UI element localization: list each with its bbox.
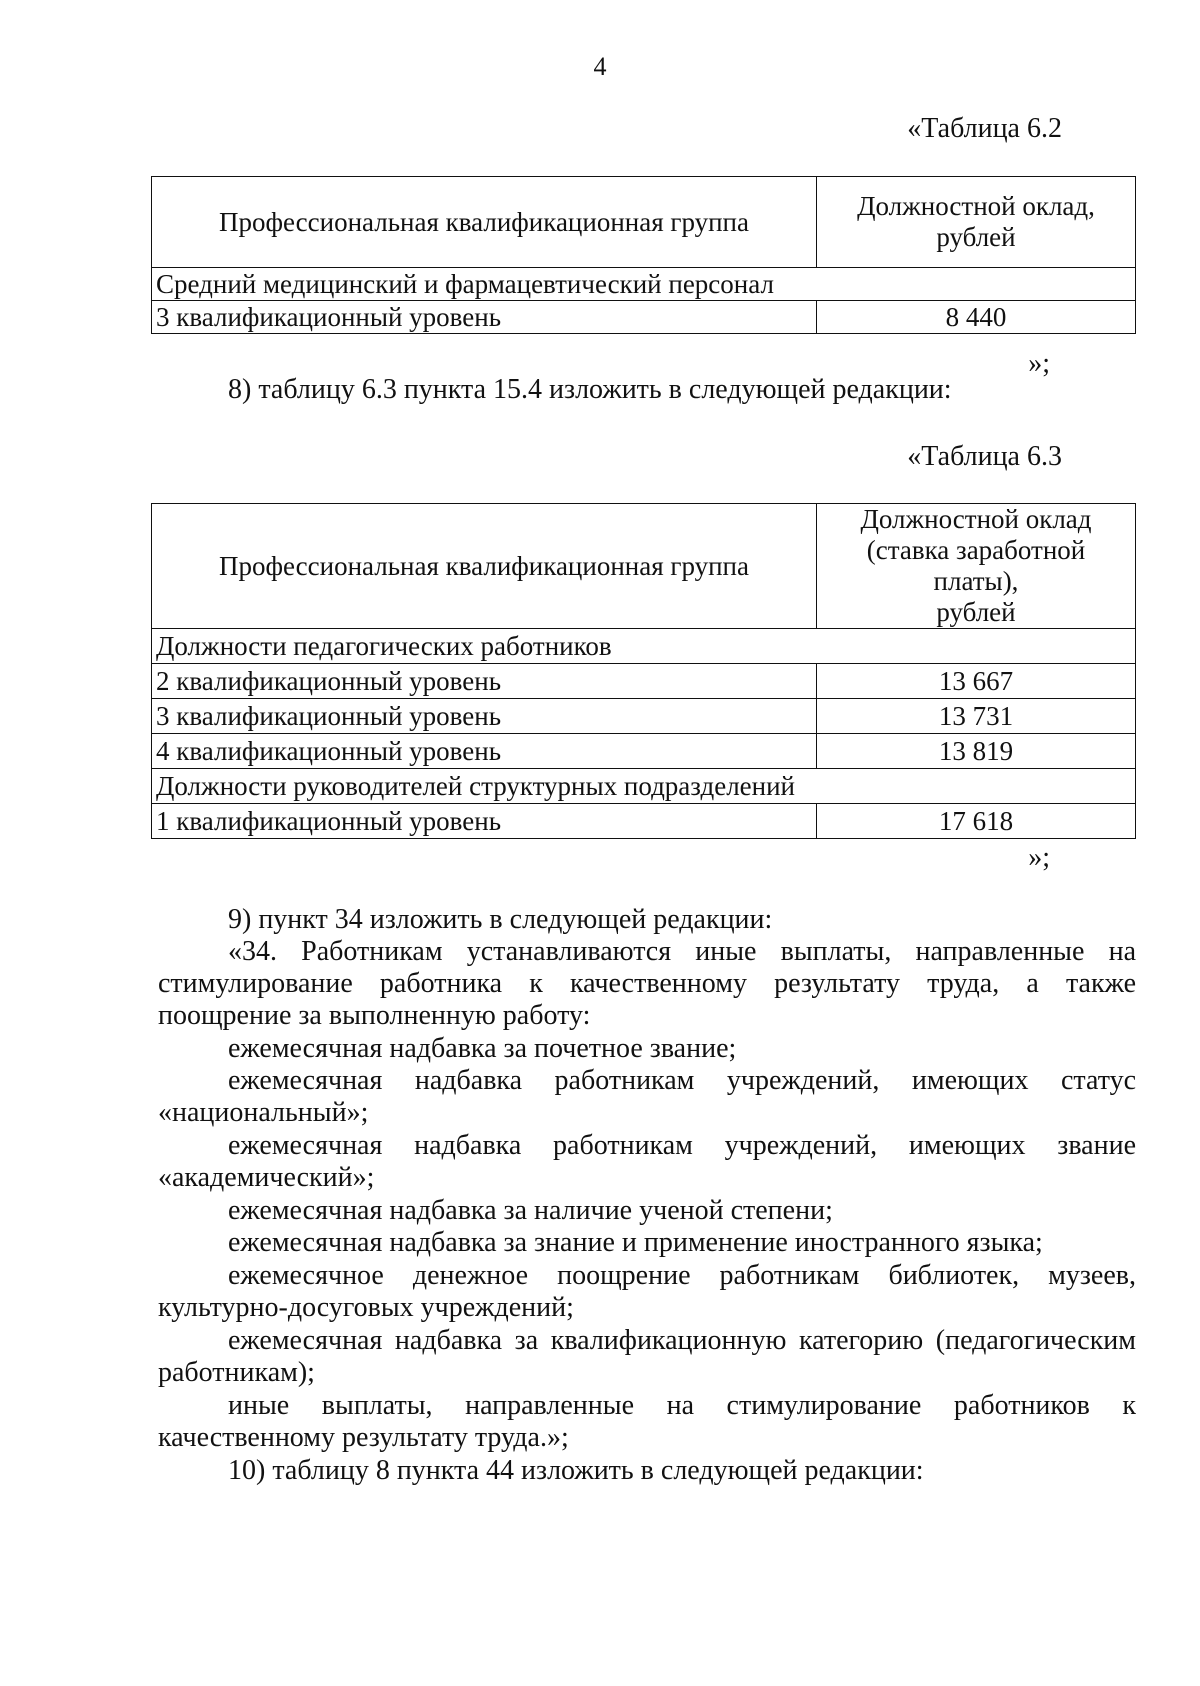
table-row [152, 301, 1136, 334]
level-cell: 4 квалификационный уровень [152, 734, 817, 769]
list-item: ежемесячная надбавка за квалификационную категорию (педагогическим [228, 1325, 1136, 1356]
value-cell: 13 819 [817, 734, 1136, 769]
list-item-continuation: работникам); [158, 1357, 315, 1388]
list-item: ежемесячное денежное поощрение работникам библиотек, музеев, [228, 1260, 1136, 1291]
list-item-continuation: качественному результату труда.»; [158, 1422, 569, 1453]
header-salary: Должностной оклад (ставка заработной платы), рублей [817, 504, 1136, 629]
list-item-continuation: «национальный»; [158, 1097, 369, 1128]
table-row [152, 804, 1136, 839]
table-6-3 [151, 503, 1136, 839]
page-number: 4 [593, 52, 607, 81]
list-item-continuation: культурно-досуговых учреждений; [158, 1292, 574, 1323]
level-cell: 3 квалификационный уровень [152, 699, 817, 734]
level-cell: 1 квалификационный уровень [152, 804, 817, 839]
item-8-text: 8) таблицу 6.3 пункта 15.4 изложить в следующей редакции: [228, 374, 952, 405]
table-row [152, 664, 1136, 699]
paragraph-line: стимулирование работника к качественному результату труда, а также [158, 968, 1136, 999]
value-cell: 13 667 [817, 664, 1136, 699]
value-cell: 17 618 [817, 804, 1136, 839]
table-6-3-caption: «Таблица 6.3 [907, 441, 1062, 472]
list-item: ежемесячная надбавка работникам учреждений, имеющих статус [228, 1065, 1136, 1096]
table-6-3-closing-quote: »; [1028, 842, 1050, 873]
table-6-2-closing-quote: »; [1028, 348, 1050, 379]
value-cell: 13 731 [817, 699, 1136, 734]
section-row: Должности руководителей структурных подразделений [152, 769, 1136, 804]
list-item: ежемесячная надбавка за знание и применение иностранного языка; [228, 1227, 1043, 1258]
table-row [152, 734, 1136, 769]
list-item: ежемесячная надбавка работникам учреждений, имеющих звание [228, 1130, 1136, 1161]
table-row [152, 699, 1136, 734]
table-6-2 [151, 176, 1136, 334]
section-row: Средний медицинский и фармацевтический персонал [152, 268, 1136, 301]
item-10-text: 10) таблицу 8 пункта 44 изложить в следующей редакции: [228, 1455, 924, 1486]
list-item: ежемесячная надбавка за наличие ученой степени; [228, 1195, 833, 1226]
table-6-2-caption: «Таблица 6.2 [907, 113, 1062, 144]
paragraph-line: поощрение за выполненную работу: [158, 1000, 591, 1031]
level-cell: 2 квалификационный уровень [152, 664, 817, 699]
paragraph-line: «34. Работникам устанавливаются иные выплаты, направленные на [228, 936, 1136, 967]
header-group: Профессиональная квалификационная группа [152, 504, 817, 629]
item-9-heading: 9) пункт 34 изложить в следующей редакции: [228, 904, 773, 935]
level-cell: 3 квалификационный уровень [152, 301, 817, 334]
header-salary: Должностной оклад, рублей [817, 177, 1136, 268]
list-item-continuation: «академический»; [158, 1162, 375, 1193]
value-cell: 8 440 [817, 301, 1136, 334]
list-item: иные выплаты, направленные на стимулирование работников к [228, 1390, 1136, 1421]
header-group: Профессиональная квалификационная группа [152, 177, 817, 268]
list-item: ежемесячная надбавка за почетное звание; [228, 1033, 737, 1064]
section-row: Должности педагогических работников [152, 629, 1136, 664]
